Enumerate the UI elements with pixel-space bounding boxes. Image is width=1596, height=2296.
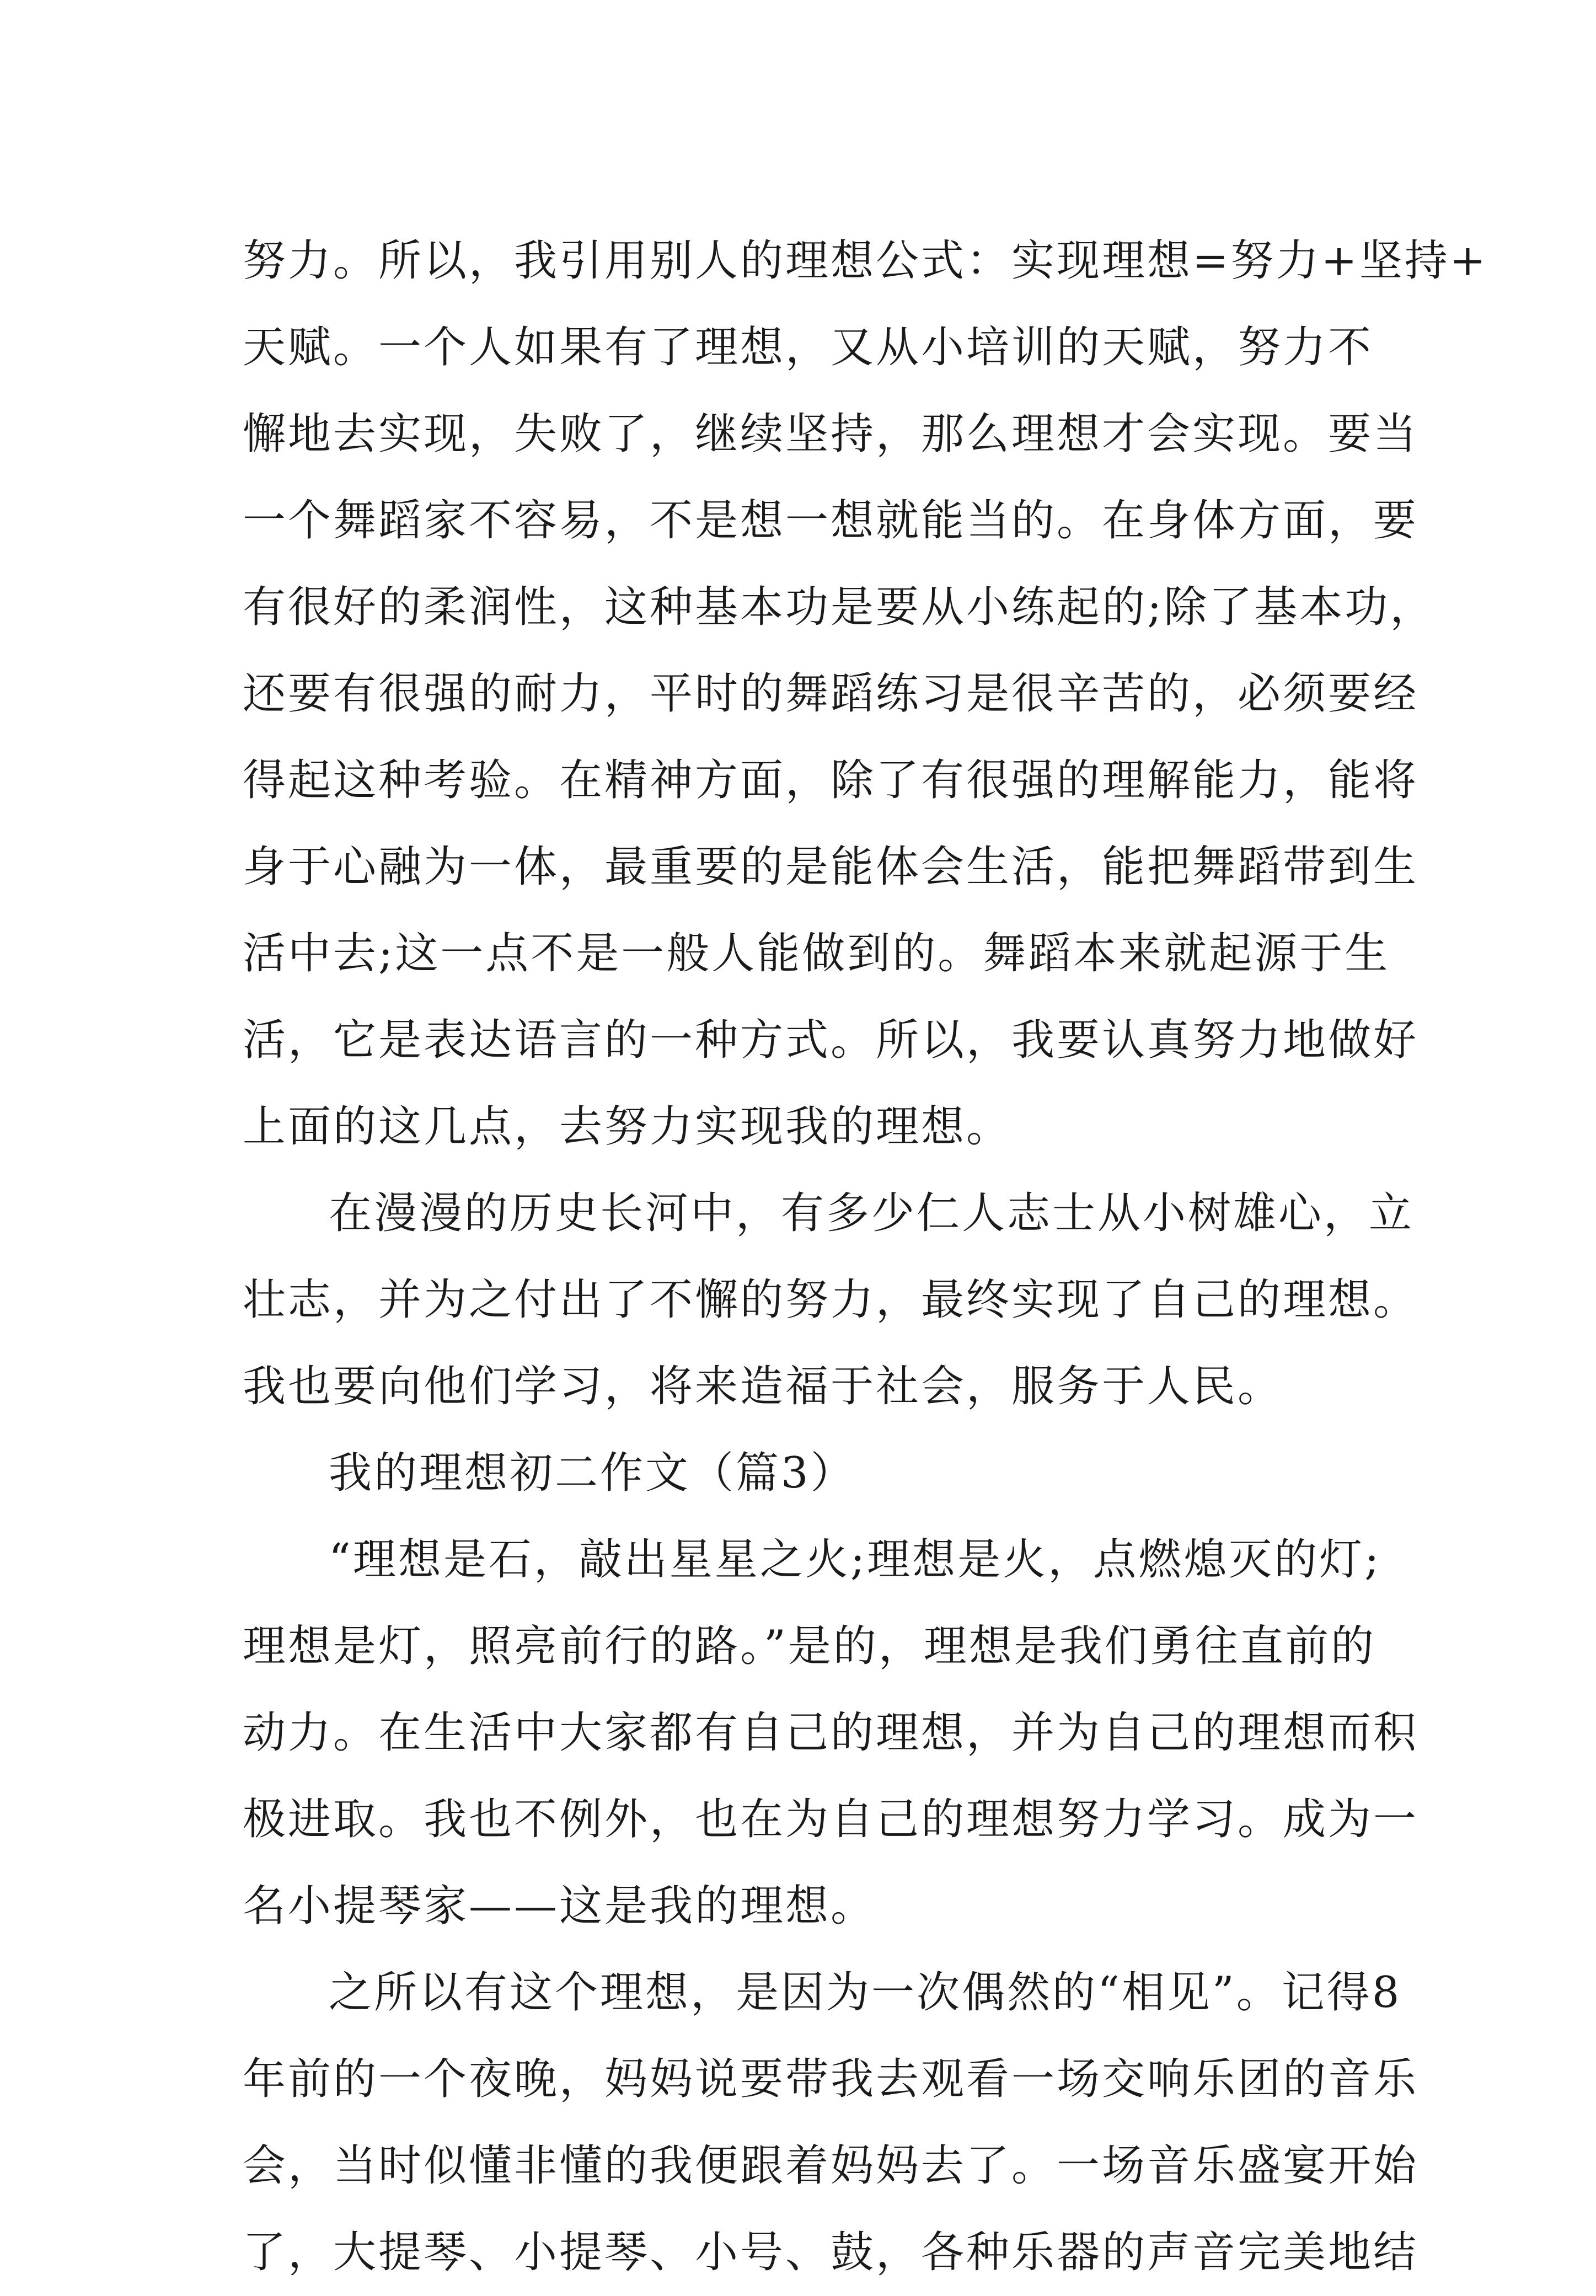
- text-line: 有很好的柔润性，这种基本功是要从小练起的;除了基本功，: [243, 582, 1436, 632]
- paragraph-first-line: 在漫漫的历史长河中，有多少仁人志士从小树雄心，立: [329, 1189, 1415, 1238]
- text-line: 我也要向他们学习，将来造福于社会，服务于人民。: [243, 1362, 1283, 1411]
- text-line: 极进取。我也不例外，也在为自己的理想努力学习。成为一: [243, 1795, 1419, 1844]
- text-line: 壮志，并为之付出了不懈的努力，最终实现了自己的理想。: [243, 1275, 1419, 1325]
- text-line: 名小提琴家——这是我的理想。: [243, 1881, 876, 1931]
- text-line: 懈地去实现，失败了，继续坚持，那么理想才会实现。要当: [243, 409, 1419, 459]
- text-line: 上面的这几点，去努力实现我的理想。: [243, 1102, 1012, 1152]
- text-line: 努力。所以，我引用别人的理想公式：实现理想=努力+坚持+: [243, 236, 1488, 286]
- text-line: 身于心融为一体，最重要的是能体会生活，能把舞蹈带到生: [243, 842, 1419, 892]
- text-line: 会，当时似懂非懂的我便跟着妈妈去了。一场音乐盛宴开始: [243, 2141, 1419, 2191]
- body-text: [243, 218, 1488, 2296]
- text-line: 了，大提琴、小提琴、小号、鼓，各种乐器的声音完美地结: [243, 2228, 1419, 2277]
- text-line: 天赋。一个人如果有了理想，又从小培训的天赋，努力不: [243, 323, 1374, 372]
- text-line: 得起这种考验。在精神方面，除了有很强的理解能力，能将: [243, 756, 1419, 805]
- text-line: 活中去;这一点不是一般人能做到的。舞蹈本来就起源于生: [243, 929, 1390, 978]
- text-line: 一个舞蹈家不容易，不是想一想就能当的。在身体方面，要: [243, 496, 1419, 545]
- text-line: 理想是灯，照亮前行的路。”是的，理想是我们勇往直前的: [243, 1621, 1376, 1671]
- section-heading: 我的理想初二作文（篇3）: [329, 1448, 856, 1498]
- text-line: 年前的一个夜晚，妈妈说要带我去观看一场交响乐团的音乐: [243, 2054, 1419, 2104]
- paragraph-first-line: “理想是石，敲出星星之火;理想是火，点燃熄灭的灯;: [329, 1535, 1381, 1585]
- text-line: 还要有很强的耐力，平时的舞蹈练习是很辛苦的，必须要经: [243, 669, 1419, 719]
- text-line: 活，它是表达语言的一种方式。所以，我要认真努力地做好: [243, 1015, 1419, 1065]
- text-line: 动力。在生活中大家都有自己的理想，并为自己的理想而积: [243, 1708, 1419, 1758]
- paragraph-first-line: 之所以有这个理想，是因为一次偶然的“相见”。记得8: [329, 1968, 1402, 2017]
